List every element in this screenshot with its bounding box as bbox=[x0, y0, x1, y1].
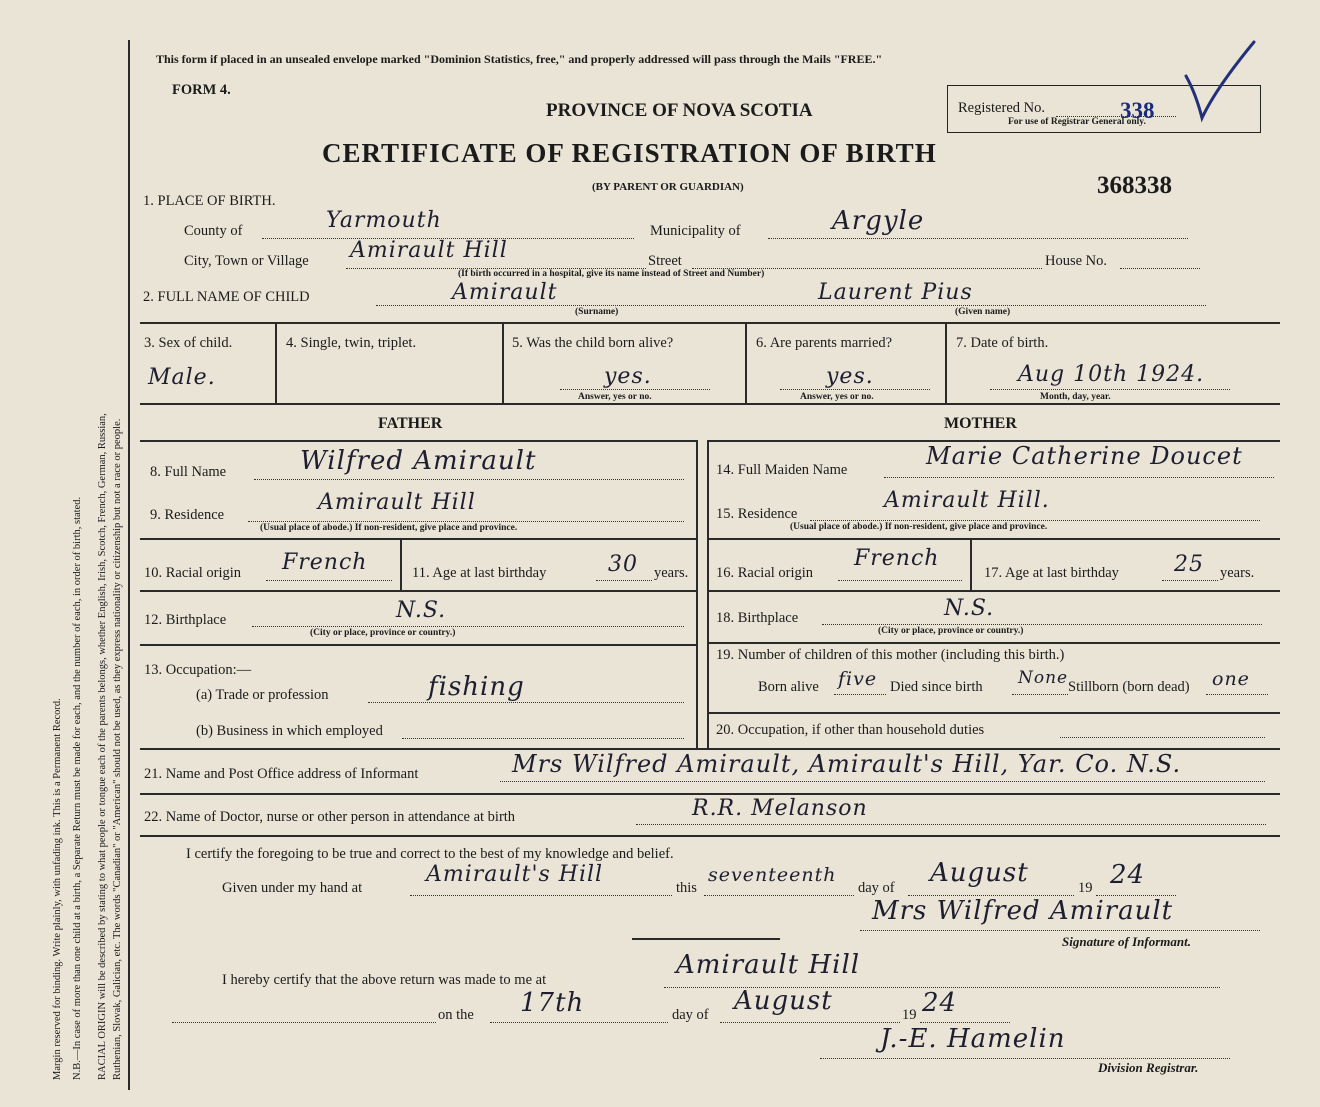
signature-caption: Signature of Informant. bbox=[1062, 934, 1191, 949]
municipality-label: Municipality of bbox=[650, 223, 741, 239]
certify-top-line bbox=[140, 835, 1280, 837]
row3-bottom-line bbox=[140, 403, 1280, 405]
informant-signature-line bbox=[860, 930, 1260, 931]
this-label: this bbox=[676, 880, 697, 896]
city-value: Amirault Hill bbox=[350, 238, 508, 263]
registrar-year-value: 24 bbox=[922, 988, 958, 1018]
doctor-value: R.R. Melanson bbox=[692, 796, 868, 821]
month-value: August bbox=[930, 858, 1029, 888]
father-row-line-1 bbox=[140, 538, 697, 540]
registered-no-note: For use of Registrar General only. bbox=[1008, 117, 1146, 127]
stillborn-value: one bbox=[1212, 668, 1250, 690]
registrar-signature: J.-E. Hamelin bbox=[880, 1024, 1066, 1054]
day-word-value: seventeenth bbox=[708, 864, 837, 886]
registrar-year-prefix: 19 bbox=[902, 1007, 917, 1023]
day-of-label: day of bbox=[858, 880, 895, 896]
mother-birthplace-caption: (City or place, province or country.) bbox=[878, 626, 1024, 636]
registrar-day-value: 17th bbox=[520, 988, 585, 1018]
informant-value: Mrs Wilfred Amirault, Amirault's Hill, Yar. Co. N.S. bbox=[512, 750, 1182, 778]
mother-race-label: 16. Racial origin bbox=[716, 565, 814, 581]
mother-age-label: 17. Age at last birthday bbox=[984, 565, 1119, 581]
registrar-lead-line bbox=[172, 1022, 436, 1023]
row3-divider-2 bbox=[502, 322, 504, 404]
registrar-month-line bbox=[720, 1022, 900, 1023]
margin-note-multiple-birth: N.B.—In case of more than one child at a birth, a Separate Return must be made for each, and the number of each, in order of birth, stated. bbox=[72, 496, 83, 1080]
informant-label: 21. Name and Post Office address of Informant bbox=[144, 766, 419, 782]
city-label: City, Town or Village bbox=[184, 253, 309, 269]
separator-rule bbox=[632, 938, 780, 940]
mother-name-label: 14. Full Maiden Name bbox=[716, 462, 848, 478]
father-row-line-2 bbox=[140, 590, 697, 592]
father-business-line bbox=[402, 738, 684, 739]
father-heading: FATHER bbox=[378, 415, 443, 432]
father-trade-label: (a) Trade or profession bbox=[196, 687, 329, 703]
mother-heading: MOTHER bbox=[944, 415, 1017, 432]
father-age-divider bbox=[400, 538, 402, 590]
father-age-value: 30 bbox=[608, 552, 638, 577]
born-alive-value: yes. bbox=[604, 364, 652, 389]
certificate-subtitle: (BY PARENT OR GUARDIAN) bbox=[592, 181, 744, 193]
margin-line bbox=[128, 40, 130, 1090]
father-trade-line bbox=[368, 702, 684, 703]
stillborn-label: Stillborn (born dead) bbox=[1068, 679, 1190, 695]
province-title: PROVINCE OF NOVA SCOTIA bbox=[546, 100, 813, 121]
registrar-place-value: Amirault Hill bbox=[676, 950, 861, 980]
section-22-top-line bbox=[140, 793, 1280, 795]
child-name-line bbox=[376, 305, 1206, 306]
check-mark-icon bbox=[1180, 36, 1260, 126]
date-of-birth-caption: Month, day, year. bbox=[1040, 392, 1111, 402]
mother-birthplace-value: N.S. bbox=[944, 596, 995, 621]
born-alive-label: 5. Was the child born alive? bbox=[512, 335, 674, 351]
parents-married-label: 6. Are parents married? bbox=[756, 335, 893, 351]
father-name-label: 8. Full Name bbox=[150, 464, 227, 480]
mother-race-value: French bbox=[854, 546, 940, 571]
born-alive-caption: Answer, yes or no. bbox=[578, 392, 652, 402]
father-birthplace-value: N.S. bbox=[396, 598, 447, 623]
county-value: Yarmouth bbox=[326, 208, 442, 233]
mother-residence-line bbox=[810, 520, 1260, 521]
mother-race-line bbox=[838, 580, 962, 581]
year-prefix: 19 bbox=[1078, 880, 1093, 896]
street-label: Street bbox=[648, 253, 682, 269]
row3-divider-1 bbox=[275, 322, 277, 404]
parents-married-line bbox=[780, 389, 930, 390]
parents-married-caption: Answer, yes or no. bbox=[800, 392, 874, 402]
father-race-label: 10. Racial origin bbox=[144, 565, 242, 581]
mother-row-line-3 bbox=[708, 642, 1280, 644]
father-heading-line bbox=[140, 440, 697, 442]
born-alive-line bbox=[560, 389, 710, 390]
serial-number: 368338 bbox=[1097, 172, 1172, 199]
informant-signature: Mrs Wilfred Amirault bbox=[872, 896, 1174, 926]
father-race-value: French bbox=[282, 550, 368, 575]
mother-residence-label: 15. Residence bbox=[716, 506, 798, 522]
father-residence-value: Amirault Hill bbox=[318, 490, 476, 515]
year-value: 24 bbox=[1110, 860, 1146, 890]
given-under-label: Given under my hand at bbox=[222, 880, 363, 896]
registrar-statement: I hereby certify that the above return was made to me at bbox=[222, 972, 547, 988]
given-place-value: Amirault's Hill bbox=[426, 862, 604, 887]
registrar-year-line bbox=[920, 1022, 1010, 1023]
father-years-label: years. bbox=[654, 565, 689, 581]
certificate-title: CERTIFICATE OF REGISTRATION OF BIRTH bbox=[322, 138, 937, 168]
mother-age-line bbox=[1162, 580, 1218, 581]
doctor-label: 22. Name of Doctor, nurse or other person in attendance at birth bbox=[144, 809, 516, 825]
born-alive-count-label: Born alive bbox=[758, 679, 819, 695]
mother-name-value: Marie Catherine Doucet bbox=[926, 442, 1243, 470]
sex-value: Male. bbox=[148, 365, 216, 390]
date-of-birth-label: 7. Date of birth. bbox=[956, 335, 1049, 351]
father-business-label: (b) Business in which employed bbox=[196, 723, 383, 739]
mail-notice: This form if placed in an unsealed envelope marked "Dominion Statistics, free," and properly addressed will pass through the Mails "FREE." bbox=[156, 52, 883, 66]
mother-row-line-1 bbox=[708, 538, 1280, 540]
doctor-line bbox=[636, 824, 1266, 825]
form-number: FORM 4. bbox=[172, 82, 231, 98]
given-place-line bbox=[410, 895, 672, 896]
father-residence-label: 9. Residence bbox=[150, 507, 225, 523]
father-name-value: Wilfred Amirault bbox=[300, 446, 537, 476]
hospital-note: (If birth occurred in a hospital, give its name instead of Street and Number) bbox=[458, 269, 765, 279]
mother-years-label: years. bbox=[1220, 565, 1255, 581]
died-since-birth-line bbox=[1012, 694, 1068, 695]
father-trade-value: fishing bbox=[428, 672, 525, 702]
date-of-birth-value: Aug 10th 1924. bbox=[1018, 362, 1205, 387]
given-name-caption: (Given name) bbox=[955, 307, 1011, 317]
margin-note-binding: Margin reserved for binding. Write plainly, with unfading ink. This is a Permanent Record. bbox=[52, 698, 63, 1080]
mother-occupation-label: 20. Occupation, if other than household duties bbox=[716, 722, 985, 738]
father-name-line bbox=[254, 479, 684, 480]
registrar-day-of-label: day of bbox=[672, 1007, 709, 1023]
father-residence-line bbox=[248, 521, 684, 522]
certify-statement: I certify the foregoing to be true and correct to the best of my knowledge and belief. bbox=[186, 846, 674, 862]
registrar-signature-line bbox=[820, 1058, 1230, 1059]
born-alive-count-line bbox=[834, 694, 886, 695]
died-since-birth-value: None bbox=[1018, 668, 1069, 688]
stillborn-line bbox=[1206, 694, 1268, 695]
mother-name-line bbox=[884, 477, 1274, 478]
father-right-border bbox=[696, 440, 698, 748]
surname-caption: (Surname) bbox=[575, 307, 619, 317]
row3-divider-4 bbox=[945, 322, 947, 404]
father-race-line bbox=[266, 580, 392, 581]
born-alive-count-value: five bbox=[838, 668, 878, 690]
child-given-name-value: Laurent Pius bbox=[818, 280, 973, 305]
registered-no-label: Registered No. bbox=[958, 100, 1045, 116]
father-residence-caption: (Usual place of abode.) If non-resident, give place and province. bbox=[260, 523, 518, 533]
mother-occupation-line bbox=[1060, 737, 1265, 738]
registered-no-value: 338 bbox=[1120, 98, 1155, 123]
margin-note-racial-origin-cont: Ruthenian, Slovak, Galician, etc. The words "Canadian" or "American" should not be used, as they express nationality or citizenship but not a race or people. bbox=[112, 418, 123, 1080]
row3-top-line bbox=[140, 322, 1280, 324]
father-row-line-3 bbox=[140, 644, 697, 646]
informant-line bbox=[500, 781, 1265, 782]
row3-divider-3 bbox=[745, 322, 747, 404]
mother-row-line-4 bbox=[708, 712, 1280, 714]
house-no-line bbox=[1120, 268, 1200, 269]
municipality-value: Argyle bbox=[832, 206, 925, 236]
child-name-label: 2. FULL NAME OF CHILD bbox=[143, 289, 310, 305]
mother-age-value: 25 bbox=[1174, 552, 1204, 577]
county-label: County of bbox=[184, 223, 243, 239]
mother-birthplace-label: 18. Birthplace bbox=[716, 610, 799, 626]
single-twin-label: 4. Single, twin, triplet. bbox=[286, 335, 417, 351]
father-birthplace-line bbox=[252, 626, 684, 627]
mother-residence-caption: (Usual place of abode.) If non-resident, give place and province. bbox=[790, 522, 1048, 532]
mother-row-line-2 bbox=[708, 590, 1280, 592]
date-of-birth-line bbox=[990, 389, 1230, 390]
father-age-line bbox=[596, 580, 652, 581]
day-word-line bbox=[704, 895, 854, 896]
father-occupation-label: 13. Occupation:— bbox=[144, 662, 252, 678]
division-registrar-caption: Division Registrar. bbox=[1098, 1060, 1199, 1075]
mother-birthplace-line bbox=[822, 624, 1262, 625]
sex-label: 3. Sex of child. bbox=[144, 335, 233, 351]
father-age-label: 11. Age at last birthday bbox=[412, 565, 547, 581]
mother-left-border bbox=[707, 440, 709, 748]
mother-residence-value: Amirault Hill. bbox=[884, 488, 1050, 513]
registrar-month-value: August bbox=[734, 986, 833, 1016]
margin-note-racial-origin: RACIAL ORIGIN will be described by stating to what people or tongue each of the parents belongs, whether English, Irish, Scotch, French, German, Russian, bbox=[97, 413, 108, 1080]
parents-married-value: yes. bbox=[826, 364, 874, 389]
mother-age-divider bbox=[970, 538, 972, 590]
mother-children-label: 19. Number of children of this mother (including this birth.) bbox=[716, 647, 1065, 663]
child-surname-value: Amirault bbox=[452, 280, 558, 305]
place-of-birth-label: 1. PLACE OF BIRTH. bbox=[143, 193, 276, 209]
father-birthplace-caption: (City or place, province or country.) bbox=[310, 628, 456, 638]
registrar-day-line bbox=[490, 1022, 668, 1023]
house-no-label: House No. bbox=[1045, 253, 1108, 269]
on-the-label: on the bbox=[438, 1007, 474, 1023]
municipality-line bbox=[768, 238, 1188, 239]
died-since-birth-label: Died since birth bbox=[890, 679, 983, 695]
father-birthplace-label: 12. Birthplace bbox=[144, 612, 227, 628]
